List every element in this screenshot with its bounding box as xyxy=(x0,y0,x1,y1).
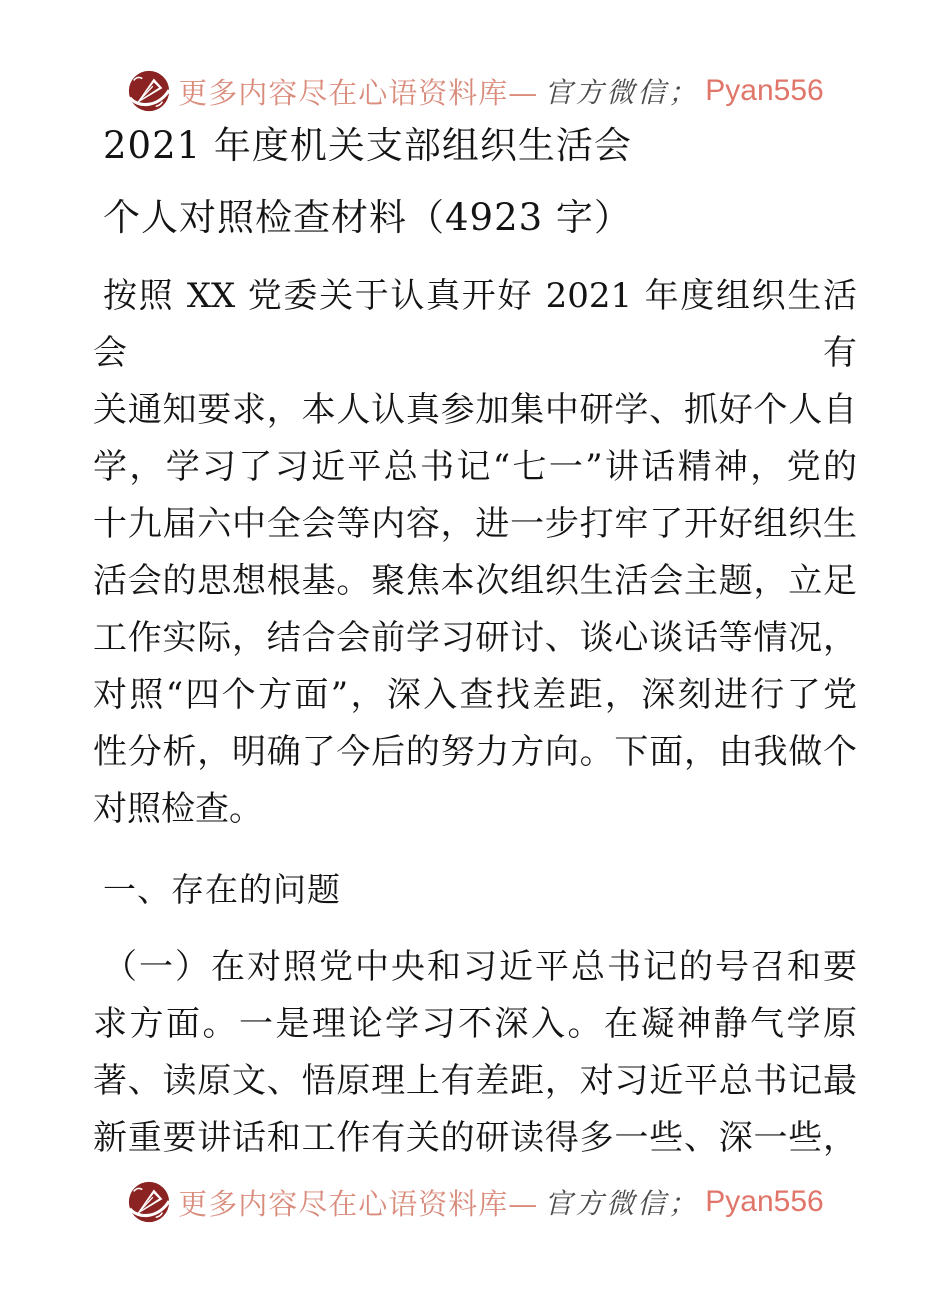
brand-text: 更多内容尽在心语资料库— xyxy=(178,75,539,110)
header-banner xyxy=(0,66,950,116)
text-line: 对照“四个方面”，深入查找差距，深刻进行了党 xyxy=(93,675,857,715)
doc-title-line-1: 2021 年度机关支部组织生活会 xyxy=(103,124,632,167)
text-line: 活会的思想根基。聚焦本次组织生活会主题，立足 xyxy=(93,561,857,601)
text-line: 按照 XX 党委关于认真开好 2021 年度组织生活会有 xyxy=(93,276,857,373)
footer-banner xyxy=(0,1177,950,1227)
intro-paragraph xyxy=(93,268,857,838)
text-line: 工作实际，结合会前学习研讨、谈心谈话等情况， xyxy=(93,618,857,658)
wechat-label: 官方微信； xyxy=(544,76,700,109)
pen-logo-icon xyxy=(126,68,172,114)
brand-text: 更多内容尽在心语资料库— xyxy=(178,1186,539,1221)
text-line: 关通知要求，本人认真参加集中研学、抓好个人自 xyxy=(93,390,857,430)
text-line: 新重要讲话和工作有关的研读得多一些、深一些， xyxy=(93,1118,857,1158)
text-line: 十九届六中全会等内容，进一步打牢了开好组织生 xyxy=(93,504,857,544)
pen-logo-icon xyxy=(126,1179,172,1225)
text-line: 学，学习了习近平总书记“七一”讲话精神，党的 xyxy=(93,447,857,487)
text-line: 求方面。一是理论学习不深入。在凝神静气学原 xyxy=(93,1004,857,1044)
document-page xyxy=(93,121,857,1167)
text-line: 性分析，明确了今后的努力方向。下面，由我做个 xyxy=(93,732,857,772)
section-heading: 一、存在的问题 xyxy=(103,870,341,909)
text-line: 著、读原文、悟原理上有差距，对习近平总书记最 xyxy=(93,1061,857,1101)
text-line: 对照检查。 xyxy=(93,789,263,829)
wechat-label: 官方微信； xyxy=(544,1187,700,1220)
wechat-id: Pyan556 xyxy=(705,74,824,107)
problems-paragraph xyxy=(93,939,857,1167)
text-line: （一）在对照党中央和习近平总书记的号召和要 xyxy=(103,947,857,987)
wechat-id: Pyan556 xyxy=(705,1185,824,1218)
doc-title-line-2: 个人对照检查材料（4923 字） xyxy=(103,196,632,239)
